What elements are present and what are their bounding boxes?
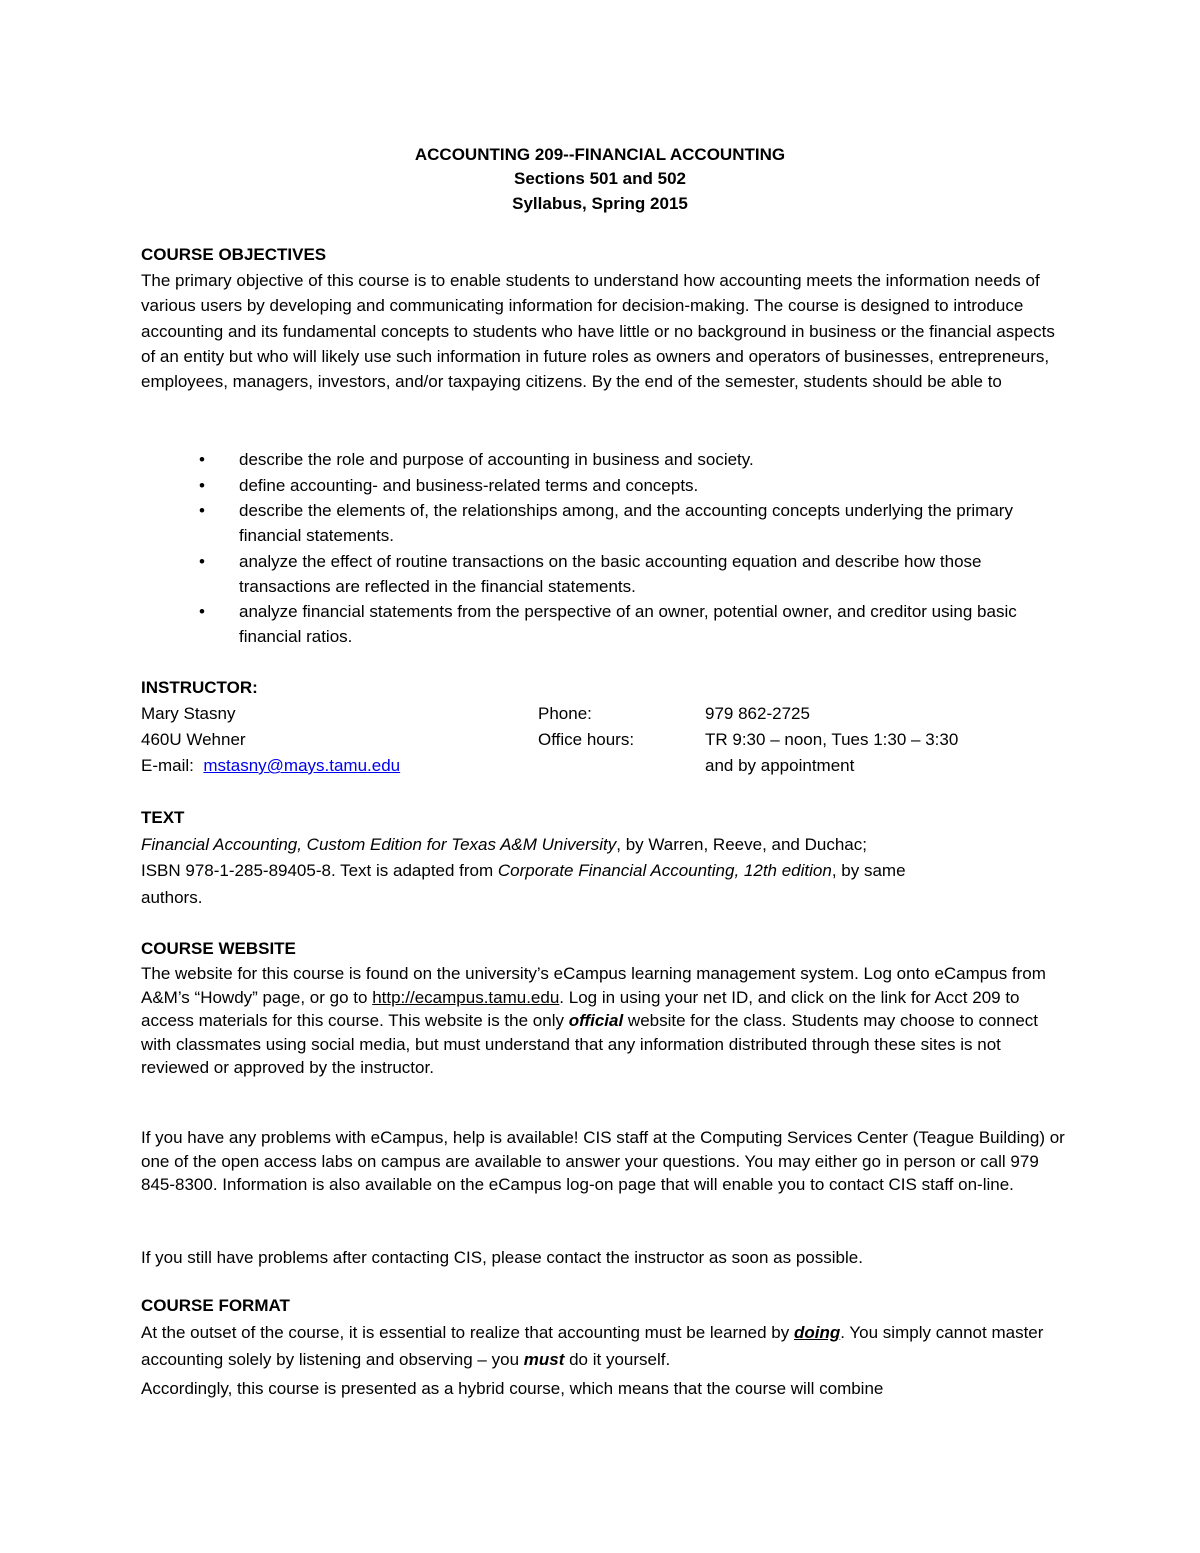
document-title: ACCOUNTING 209--FINANCIAL ACCOUNTING (414, 145, 786, 164)
phone-value: 979 862-2725 (705, 704, 810, 723)
website-text-c: website for the class. Students may choose to connect with classmates using social media, but must understand that any information distributed through these sites is not reviewed or approved by the instructor. (141, 1011, 1039, 1078)
sections-subtitle: Sections 501 and 502 (514, 169, 686, 188)
text-heading: TEXT (141, 808, 185, 827)
objective-text: describe the elements of, the relationships among, and the accounting concepts underlying the primary financial statements. (239, 501, 1013, 546)
objectives-heading: COURSE OBJECTIVES (141, 245, 327, 264)
syllabus-term: Syllabus, Spring 2015 (512, 194, 688, 213)
bullet-icon: • (199, 602, 205, 621)
must-emphasis: must (523, 1349, 565, 1369)
objective-bullet (199, 599, 1059, 650)
format-paragraph-2: Accordingly, this course is presented as a hybrid course, which means that the course will combine (141, 1379, 884, 1398)
isbn-text: ISBN 978-1-285-89405-8. Text is adapted from (141, 861, 498, 880)
help-paragraph: If you have any problems with eCampus, help is available! CIS staff at the Computing Services Center (Teague Building) or one of the open access labs on campus are available to answer your questions. You may either go in person or call 979 845-8300. Information is also available on the eCampus log-on page that will enable you to contact CIS staff on-line. (141, 1128, 1065, 1195)
textbook-title: Financial Accounting, Custom Edition for Texas A&M University (141, 835, 617, 854)
format-heading: COURSE FORMAT (141, 1296, 290, 1315)
instructor-email-row (141, 753, 400, 778)
bullet-icon: • (199, 552, 205, 571)
office-hours-label: Office hours: (538, 730, 635, 749)
email-link[interactable]: mstasny@mays.tamu.edu (203, 756, 401, 775)
email-label: E-mail: (141, 756, 194, 775)
textbook-authors: , by Warren, Reeve, and Duchac; (616, 835, 867, 854)
objective-text: define accounting- and business-related terms and concepts. (239, 476, 699, 495)
objective-text: analyze financial statements from the perspective of an owner, potential owner, and creditor using basic financial ratios. (239, 602, 1017, 647)
ecampus-link[interactable]: http://ecampus.tamu.edu (372, 987, 560, 1007)
format-text-b: . You simply cannot master accounting solely by listening and observing – you (141, 1323, 1044, 1369)
source-book-title: Corporate Financial Accounting, 12th edition (497, 861, 832, 880)
textbook-line-1 (141, 832, 867, 857)
by-same-text: , by same (831, 861, 906, 880)
format-text-c: do it yourself. (564, 1349, 671, 1369)
objective-bullet (199, 498, 1059, 549)
objective-text: analyze the effect of routine transactions on the basic accounting equation and describe how those transactions are reflected in the financial statements. (239, 552, 982, 597)
doing-emphasis: doing (793, 1323, 841, 1342)
office-hours-extra: and by appointment (705, 756, 855, 775)
textbook-line-3: authors. (141, 888, 203, 907)
website-text-b: . Log in using your net ID, and click on the link for Acct 209 to access materials for this course. This website is the only (141, 987, 1020, 1031)
objective-bullet (199, 549, 1059, 600)
objectives-intro: The primary objective of this course is to enable students to understand how accounting meets the information needs of various users by developing and communicating information for decision-making. The course is designed to introduce accounting and its fundamental concepts to students who have little or no background in business or the financial aspects of an entity but who will likely use such information in future roles as owners and operators of businesses, entrepreneurs, employees, managers, investors, and/or taxpaying citizens. By the end of the semester, students should be able to (141, 271, 1055, 392)
objective-bullet (199, 447, 1059, 472)
objective-text: describe the role and purpose of accounting in business and society. (239, 450, 754, 469)
office-hours-value: TR 9:30 – noon, Tues 1:30 – 3:30 (705, 730, 959, 749)
bullet-icon: • (199, 450, 205, 469)
textbook-line-2 (141, 858, 906, 883)
contact-paragraph: If you still have problems after contacting CIS, please contact the instructor as soon as possible. (141, 1248, 863, 1267)
instructor-name: Mary Stasny (141, 704, 236, 723)
bullet-icon: • (199, 501, 205, 520)
phone-label: Phone: (538, 704, 592, 723)
instructor-heading: INSTRUCTOR: (141, 678, 258, 697)
website-text-a: The website for this course is found on the university’s eCampus learning management system. Log onto eCampus from A&M’s “Howdy” page, or go to (141, 964, 1046, 1007)
objective-bullet (199, 473, 1059, 498)
format-paragraph (141, 1320, 1066, 1373)
website-paragraph (141, 962, 1066, 1080)
format-text-a: At the outset of the course, it is essential to realize that accounting must be learned by (141, 1323, 794, 1342)
official-emphasis: official (568, 1011, 624, 1031)
instructor-office: 460U Wehner (141, 730, 246, 749)
website-heading: COURSE WEBSITE (141, 939, 296, 958)
bullet-icon: • (199, 476, 205, 495)
